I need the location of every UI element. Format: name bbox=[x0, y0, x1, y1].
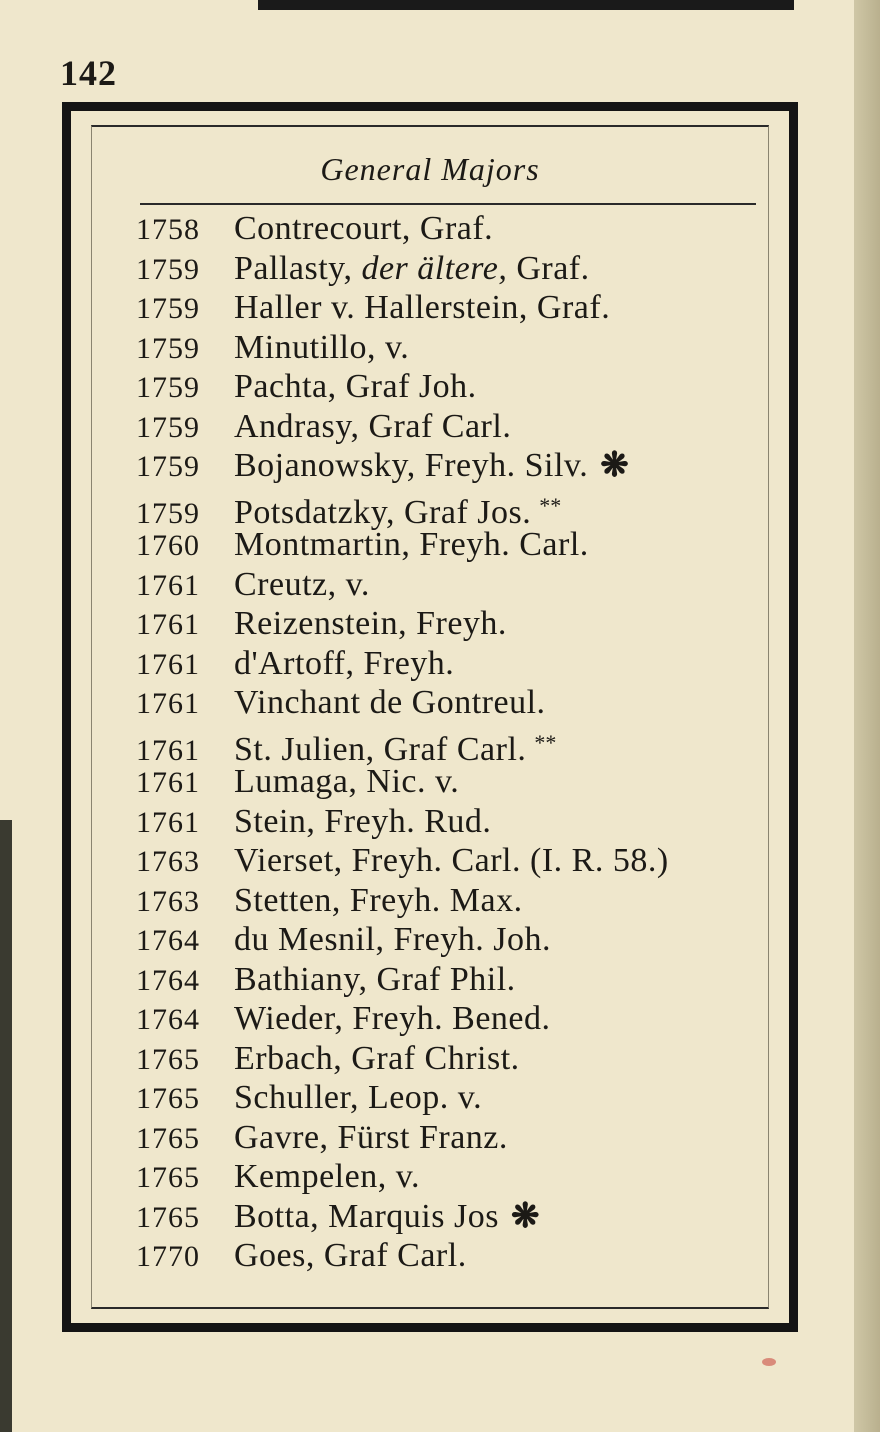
entry-name: Lumaga, Nic. v. bbox=[234, 763, 460, 800]
entry-year: 1759 bbox=[136, 410, 200, 444]
entry-year: 1765 bbox=[136, 1200, 200, 1234]
entry-year: 1765 bbox=[136, 1082, 200, 1115]
asterism-mark: ❋ bbox=[600, 447, 629, 484]
list-item bbox=[136, 209, 752, 249]
list-frame bbox=[62, 102, 798, 1332]
entry-year: 1765 bbox=[136, 1042, 200, 1076]
list-item bbox=[136, 881, 752, 921]
entry-year: 1765 bbox=[136, 1161, 200, 1194]
list-item bbox=[136, 1236, 752, 1276]
list-item bbox=[136, 1118, 752, 1158]
entry-year: 1759 bbox=[136, 252, 200, 286]
page-edge-left bbox=[0, 820, 12, 1432]
list-item bbox=[136, 249, 752, 289]
entry-year: 1764 bbox=[136, 924, 200, 957]
list-item bbox=[136, 999, 752, 1039]
list-item bbox=[136, 1039, 752, 1079]
entry-name: Haller v. Hallerstein, Graf. bbox=[234, 289, 611, 326]
entry-name: Minutillo, v. bbox=[234, 328, 410, 366]
double-asterisk-mark: ** bbox=[539, 492, 562, 518]
list-item bbox=[136, 1197, 752, 1237]
entry-year: 1761 bbox=[136, 568, 200, 602]
entry-year: 1761 bbox=[136, 766, 200, 799]
entry-name: Potsdatzky, Graf Jos. bbox=[234, 493, 532, 531]
entry-name: Goes, Graf Carl. bbox=[234, 1237, 467, 1274]
double-asterisk-mark: ** bbox=[534, 729, 557, 755]
entry-year: 1759 bbox=[136, 292, 200, 325]
list-item bbox=[136, 604, 752, 644]
entry-year: 1761 bbox=[136, 687, 200, 720]
list-item bbox=[136, 723, 752, 768]
entry-year: 1759 bbox=[136, 331, 200, 365]
entry-year: 1765 bbox=[136, 1121, 200, 1155]
entry-name: Pachta, Graf Joh. bbox=[234, 368, 477, 405]
list-inner-frame bbox=[91, 125, 769, 1309]
entry-name: d'Artoff, Freyh. bbox=[234, 644, 455, 682]
list-item bbox=[136, 407, 752, 447]
entry-name: Contrecourt, Graf. bbox=[234, 210, 494, 247]
entry-year: 1761 bbox=[136, 608, 200, 641]
entry-name: Kempelen, v. bbox=[234, 1158, 421, 1195]
entry-name: Stetten, Freyh. Max. bbox=[234, 881, 523, 919]
entry-name: Botta, Marquis Jos bbox=[234, 1197, 499, 1235]
list-item bbox=[136, 367, 752, 407]
entry-year: 1763 bbox=[136, 884, 200, 918]
page-edge-right bbox=[854, 0, 880, 1432]
entry-name: Vierset, Freyh. Carl. (I. R. 58.) bbox=[234, 842, 669, 879]
entry-year: 1759 bbox=[136, 450, 200, 483]
list-item bbox=[136, 960, 752, 1000]
entry-name: Bojanowsky, Freyh. Silv. bbox=[234, 447, 589, 484]
entry-name: du Mesnil, Freyh. Joh. bbox=[234, 921, 551, 958]
entry-name: Stein, Freyh. Rud. bbox=[234, 802, 492, 840]
entry-year: 1761 bbox=[136, 805, 200, 839]
entry-name-part: Pallasty, bbox=[234, 249, 353, 287]
entry-name: Gavre, Fürst Franz. bbox=[234, 1118, 508, 1156]
entry-year: 1759 bbox=[136, 371, 200, 404]
heading-rule bbox=[140, 203, 756, 205]
entry-year: 1763 bbox=[136, 845, 200, 878]
top-edge-bar bbox=[258, 0, 794, 10]
entry-year: 1758 bbox=[136, 213, 200, 246]
entry-year: 1770 bbox=[136, 1240, 200, 1273]
list-item bbox=[136, 1157, 752, 1197]
page-number: 142 bbox=[60, 53, 117, 93]
list-item bbox=[136, 762, 752, 802]
entry-year: 1760 bbox=[136, 529, 200, 562]
entry-name: Wieder, Freyh. Bened. bbox=[234, 1000, 551, 1037]
entry-name-part: Graf. bbox=[516, 249, 590, 287]
list-item bbox=[136, 802, 752, 842]
section-heading: General Majors bbox=[320, 151, 540, 187]
entry-name: Erbach, Graf Christ. bbox=[234, 1039, 520, 1077]
entry-year: 1761 bbox=[136, 733, 200, 767]
list-item bbox=[136, 446, 752, 486]
entry-year: 1761 bbox=[136, 647, 200, 681]
entry-name: Schuller, Leop. v. bbox=[234, 1079, 483, 1116]
entry-year: 1764 bbox=[136, 963, 200, 997]
entry-name-italic: der ältere, bbox=[361, 249, 508, 287]
list-item bbox=[136, 644, 752, 684]
entry-list bbox=[136, 209, 752, 1276]
list-item bbox=[136, 1078, 752, 1118]
entry-name: Bathiany, Graf Phil. bbox=[234, 960, 516, 998]
list-item bbox=[136, 841, 752, 881]
paper-stain bbox=[762, 1358, 776, 1366]
list-item bbox=[136, 486, 752, 531]
entry-name: Reizenstein, Freyh. bbox=[234, 605, 507, 642]
list-item bbox=[136, 288, 752, 328]
list-item bbox=[136, 565, 752, 605]
list-item bbox=[136, 920, 752, 960]
entry-name: Vinchant de Gontreul. bbox=[234, 684, 546, 721]
entry-name: Andrasy, Graf Carl. bbox=[234, 407, 512, 445]
entry-name bbox=[234, 250, 590, 287]
entry-name: St. Julien, Graf Carl. bbox=[234, 730, 527, 768]
list-item bbox=[136, 525, 752, 565]
entry-name: Montmartin, Freyh. Carl. bbox=[234, 526, 589, 563]
entry-year: 1764 bbox=[136, 1003, 200, 1036]
list-item bbox=[136, 683, 752, 723]
asterism-mark: ❋ bbox=[510, 1197, 540, 1235]
list-item bbox=[136, 328, 752, 368]
entry-name: Creutz, v. bbox=[234, 565, 370, 603]
entry-year: 1759 bbox=[136, 496, 200, 530]
